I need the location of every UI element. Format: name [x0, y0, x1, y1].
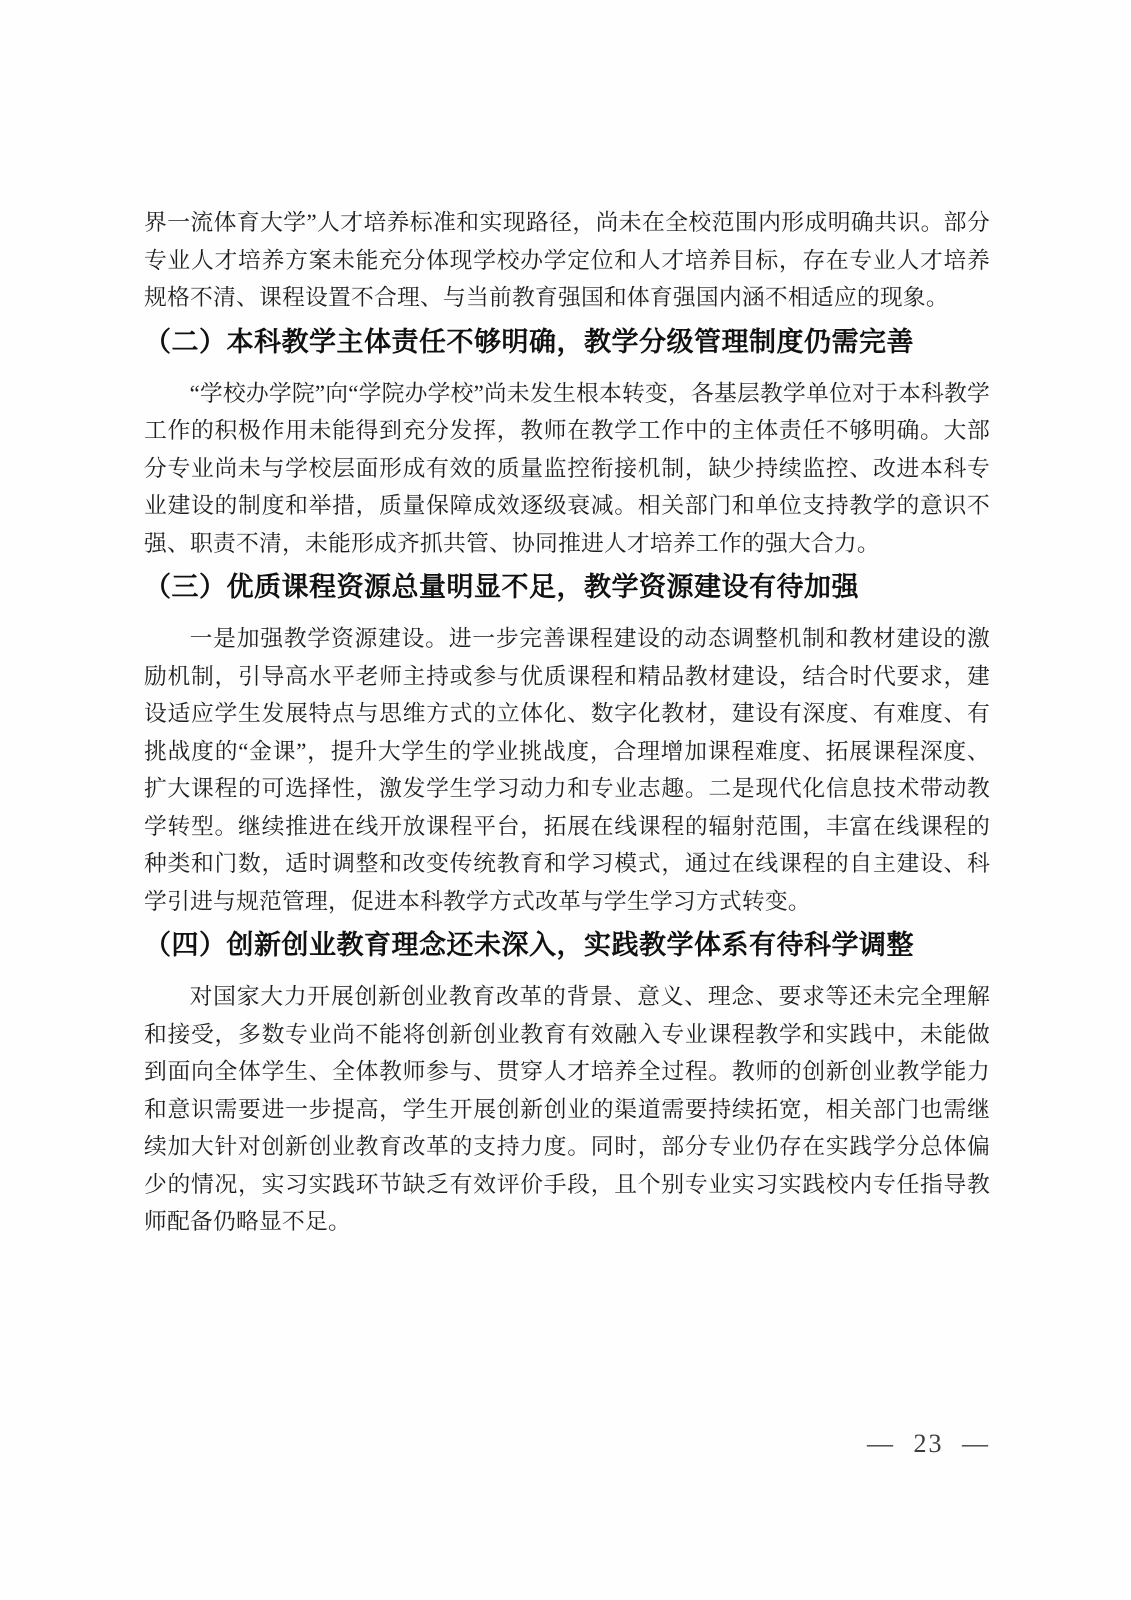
section-heading-3: （三）优质课程资源总量明显不足，教学资源建设有待加强: [144, 572, 859, 602]
section-heading-4: （四）创新创业教育理念还未深入，实践教学体系有待科学调整: [144, 930, 914, 960]
page-number: — 23 —: [867, 1429, 990, 1458]
section-4-paragraph: 对国家大力开展创新创业教育改革的背景、意义、理念、要求等还未完全理解和接受，多数专业尚不能将创新创业教育有效融入专业课程教学和实践中，未能做到面向全体学生、全体教师参与、贯穿人才培养全过程。教师的创新创业教学能力和意识需要进一步提高，学生开展创新创业的渠道需要持续拓宽，相关部门也需继续加大针对创新创业教育改革的支持力度。同时，部分专业仍存在实践学分总体偏少的情况，实习实践环节缺乏有效评价手段，且个别专业实习实践校内专任指导教师配备仍略显不足。: [144, 984, 990, 1234]
section-3-paragraph: 一是加强教学资源建设。进一步完善课程建设的动态调整机制和教材建设的激励机制，引导高水平老师主持或参与优质课程和精品教材建设，结合时代要求，建设适应学生发展特点与思维方式的立体化、数字化教材，建设有深度、有难度、有挑战度的“金课”，提升大学生的学业挑战度，合理增加课程难度、拓展课程深度、扩大课程的可选择性，激发学生学习动力和专业志趣。二是现代化信息技术带动教学转型。继续推进在线开放课程平台，拓展在线课程的辐射范围，丰富在线课程的种类和门数，适时调整和改变传统教育和学习模式，通过在线课程的自主建设、科学引进与规范管理，促进本科教学方式改革与学生学习方式转变。: [144, 626, 990, 914]
continuation-paragraph: 界一流体育大学”人才培养标准和实现路径，尚未在全校范围内形成明确共识。部分专业人才培养方案未能充分体现学校办学定位和人才培养目标，存在专业人才培养规格不清、课程设置不合理、与当前教育强国和体育强国内涵不相适应的现象。: [144, 210, 990, 310]
section-2-paragraph: “学校办学院”向“学院办学校”尚未发生根本转变，各基层教学单位对于本科教学工作的积极作用未能得到充分发挥，教师在教学工作中的主体责任不够明确。大部分专业尚未与学校层面形成有效的质量监控衔接机制，缺少持续监控、改进本科专业建设的制度和举措，质量保障成效逐级衰减。相关部门和单位支持教学的意识不强、职责不清，未能形成齐抓共管、协同推进人才培养工作的强大合力。: [144, 380, 990, 556]
page-content: [144, 204, 990, 1241]
section-heading-2: （二）本科教学主体责任不够明确，教学分级管理制度仍需完善: [144, 326, 914, 357]
